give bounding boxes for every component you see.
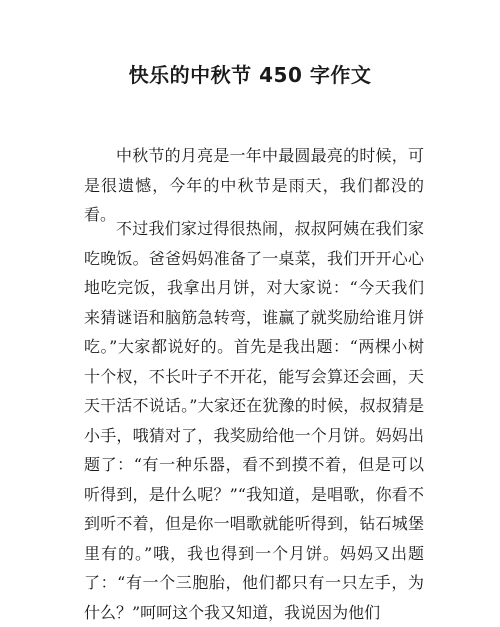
- document-title: 快乐的中秋节 450 字作文: [128, 63, 372, 87]
- paragraph-1: 中秋节的月亮是一年中最圆最亮的时候，可是很遗憾，今年的中秋节是雨天，我们都没的看。: [84, 146, 424, 224]
- paragraph-2: 不过我们家过得很热闹，叔叔阿姨在我们家吃晚饭。爸爸妈妈准备了一桌菜，我们开开心心地吃完饭，我拿出月饼，对大家说：“今天我们来猜谜语和脑筋急转弯，谁赢了就奖励给谁月饼吃。”大家都说好的。首先是我出题：“两棵小树十个杈，不长叶子不开花，能写会算还会画，天天干活不说话。”大家还在犹豫的时候，叔叔猜是小手，哦猜对了，我奖励给他一个月饼。妈妈出题了：“有一种乐器，看不到摸不着，但是可以听得到，是什么呢？”“我知道，是唱歌，你看不到听不着，但是你一唱歌就能听得到，钻石城堡里有的。”哦，我也得到一个月饼。妈妈又出题了：“有一个三胞胎，他们都只有一只左手，为什么？”呵呵这个我又知道，我说因为他们: [84, 219, 424, 622]
